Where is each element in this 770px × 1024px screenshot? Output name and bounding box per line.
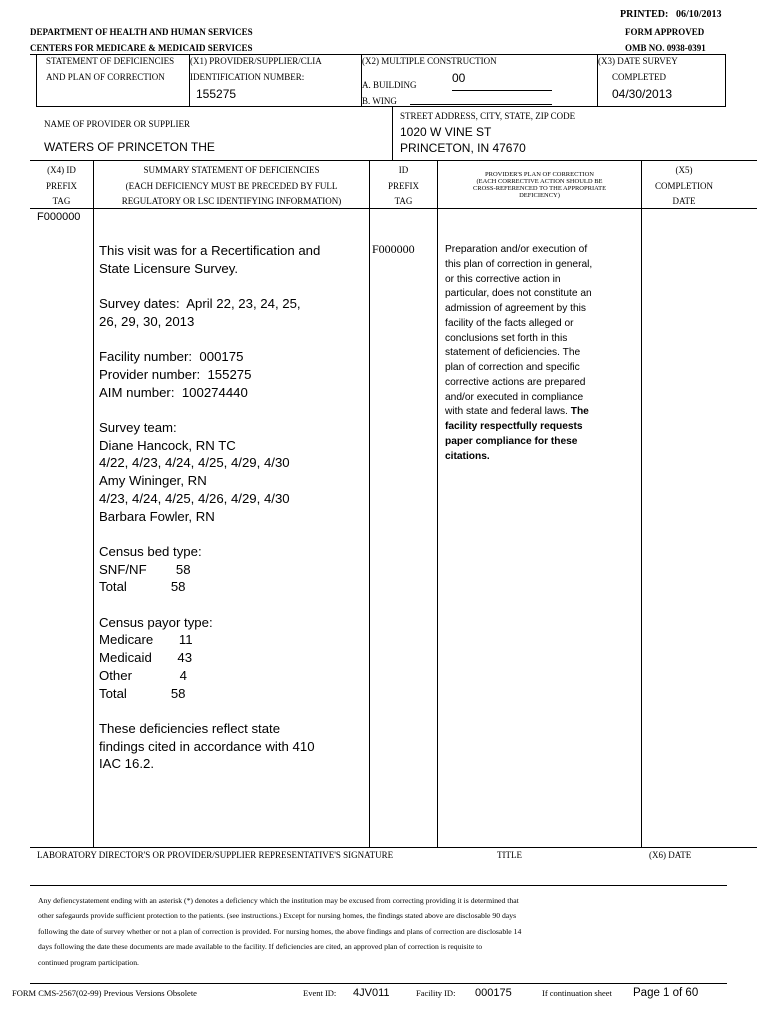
- plan-line: or this corrective action in: [445, 273, 561, 285]
- x4-header-2: PREFIX: [45, 181, 77, 191]
- x4-header-3: TAG: [52, 196, 71, 206]
- disclaimer-line: Any defiencystatement ending with an asterisk (*) denotes a deficiency which the institution may be excused from correcting providing it is determined that: [38, 896, 519, 905]
- summary-line: 4/23, 4/24, 4/25, 4/26, 4/29, 4/30: [99, 490, 290, 506]
- summary-line: Survey dates: April 22, 23, 24, 25,: [99, 296, 301, 312]
- x1-label-1: (X1) PROVIDER/SUPPLIER/CLIA: [190, 56, 322, 66]
- x5-header-1: (X5): [675, 165, 693, 175]
- x6-date-label: (X6) DATE: [649, 850, 692, 860]
- summary-line: [99, 401, 367, 419]
- x1-label-2: IDENTIFICATION NUMBER:: [190, 72, 305, 82]
- summary-line: AIM number: 100274440: [99, 384, 248, 400]
- printed-label: PRINTED:: [620, 9, 669, 20]
- form-number: FORM CMS-2567(02-99) Previous Versions Obsolete: [12, 988, 197, 998]
- left-tag: F000000: [37, 211, 81, 223]
- address-line-2: PRINCETON, IN 47670: [400, 141, 526, 155]
- summary-line: Other 4: [99, 667, 187, 683]
- plan-header-1: PROVIDER'S PLAN OF CORRECTION: [485, 171, 594, 178]
- plan-header-2: (EACH CORRECTIVE ACTION SHOULD BE: [476, 178, 603, 185]
- form-approved: FORM APPROVED: [625, 27, 705, 37]
- address-line-1: 1020 W VINE ST: [400, 125, 492, 139]
- summary-line: Provider number: 155275: [99, 366, 252, 382]
- right-tag: F000000: [372, 242, 415, 256]
- x5-header-3: DATE: [672, 196, 696, 206]
- plan-bold-line: citations.: [445, 450, 490, 462]
- omb-number: OMB NO. 0938-0391: [625, 43, 706, 53]
- summary-header-1: SUMMARY STATEMENT OF DEFICIENCIES: [143, 165, 320, 175]
- summary-line: Survey team:: [99, 420, 177, 436]
- event-id-value: 4JV011: [353, 987, 390, 999]
- summary-line: 26, 29, 30, 2013: [99, 313, 195, 329]
- summary-line: These deficiencies reflect state: [99, 720, 281, 736]
- plan-header-3: CROSS-REFERENCED TO THE APPROPRIATE: [472, 185, 607, 192]
- provider-name-value: WATERS OF PRINCETON THE: [44, 140, 215, 154]
- summary-line: Census payor type:: [99, 614, 213, 630]
- summary-line: IAC 16.2.: [99, 756, 154, 772]
- summary-line: findings cited in accordance with 410: [99, 738, 315, 754]
- page-number: Page 1 of 60: [633, 987, 699, 999]
- summary-line: Census bed type:: [99, 543, 202, 559]
- x3-label-1: (X3) DATE SURVEY: [598, 56, 678, 66]
- title-label: TITLE: [497, 850, 522, 860]
- continuation-label: If continuation sheet: [542, 988, 612, 998]
- x4-header-1: (X4) ID: [47, 165, 76, 175]
- plan-text: [445, 243, 639, 464]
- plan-line: admission of agreement by this: [445, 303, 586, 314]
- dept-title: DEPARTMENT OF HEALTH AND HUMAN SERVICES: [30, 27, 253, 37]
- survey-date-value: 04/30/2013: [612, 87, 673, 101]
- summary-line: Facility number: 000175: [99, 349, 244, 365]
- address-label: STREET ADDRESS, CITY, STATE, ZIP CODE: [400, 111, 576, 121]
- summary-line: Amy Wininger, RN: [99, 473, 207, 489]
- plan-line: and/or executed in compliance: [445, 391, 584, 403]
- id-header-2: PREFIX: [387, 181, 419, 191]
- summary-statement: [99, 242, 367, 773]
- x2-label: (X2) MULTIPLE CONSTRUCTION: [362, 56, 497, 66]
- disclaimer: [38, 893, 726, 970]
- plan-line: facility of the facts alleged or: [445, 317, 574, 329]
- plan-bold-line: paper compliance for these: [445, 435, 578, 447]
- summary-line: This visit was for a Recertification and: [99, 243, 321, 258]
- statement-label-2: AND PLAN OF CORRECTION: [46, 72, 165, 82]
- facility-id-value: 000175: [475, 987, 512, 999]
- summary-line: Total 58: [99, 579, 186, 595]
- plan-of-correction: [445, 243, 639, 464]
- disclaimer-line: following the date of survey whether or not a plan of correction is provided. For nursing homes, the above findings and plans of correction are disclosable 14: [38, 926, 522, 936]
- plan-line: conclusions set forth in this: [445, 332, 568, 344]
- plan-line: particular, does not constitute an: [445, 288, 592, 300]
- summary-line: [99, 331, 367, 349]
- summary-line: Diane Hancock, RN TC: [99, 437, 236, 453]
- summary-header-3: REGULATORY OR LSC IDENTIFYING INFORMATION): [121, 196, 342, 206]
- summary-line: [99, 525, 367, 543]
- centers-title: CENTERS FOR MEDICARE & MEDICAID SERVICES: [30, 43, 253, 53]
- x5-header-2: COMPLETION: [655, 181, 713, 191]
- wing-label: B. WING: [362, 96, 397, 106]
- plan-line: corrective actions are prepared: [445, 376, 586, 388]
- printed-date: 06/10/2013: [676, 9, 722, 20]
- summary-header-2: (EACH DEFICIENCY MUST BE PRECEDED BY FULL: [125, 181, 338, 191]
- signature-label: LABORATORY DIRECTOR'S OR PROVIDER/SUPPLIER REPRESENTATIVE'S SIGNATURE: [37, 850, 394, 860]
- plan-bold-line: facility respectfully requests: [445, 421, 583, 432]
- summary-line: Total 58: [99, 685, 186, 701]
- summary-line: [99, 702, 367, 720]
- plan-line: plan of correction and specific: [445, 362, 580, 373]
- provider-id-value: 155275: [196, 87, 237, 101]
- plan-line: with state and federal laws. The: [445, 406, 589, 418]
- plan-line: statement of deficiencies. The: [445, 347, 581, 359]
- summary-line: State Licensure Survey.: [99, 260, 239, 276]
- summary-line: [99, 277, 367, 295]
- disclaimer-line: other safegaurds provide sufficient protection to the patients. (see instructions.) Except for nursing homes, the findings stated above are disclosable 90 days: [38, 911, 517, 921]
- plan-header: [438, 171, 641, 199]
- plan-line: Preparation and/or execution of: [445, 244, 588, 255]
- id-header-1: ID: [398, 165, 409, 175]
- summary-line: Medicaid 43: [99, 650, 193, 666]
- summary-line: Medicare 11: [99, 632, 193, 648]
- x3-label-2: COMPLETED: [612, 72, 666, 82]
- plan-line: this plan of correction in general,: [445, 258, 593, 270]
- summary-line: SNF/NF 58: [99, 561, 191, 577]
- disclaimer-line: continued program participation.: [38, 957, 139, 967]
- provider-name-label: NAME OF PROVIDER OR SUPPLIER: [44, 119, 191, 129]
- id-header-3: TAG: [394, 196, 413, 206]
- facility-id-label: Facility ID:: [416, 988, 456, 998]
- plan-bold-tail: The: [570, 406, 589, 418]
- statement-label-1: STATEMENT OF DEFICIENCIES: [46, 56, 175, 66]
- building-value: 00: [452, 71, 466, 85]
- summary-line: [99, 596, 367, 614]
- plan-header-4: DEFICIENCY): [519, 192, 560, 199]
- summary-line: Barbara Fowler, RN: [99, 508, 215, 524]
- summary-line: 4/22, 4/23, 4/24, 4/25, 4/29, 4/30: [99, 455, 290, 471]
- event-id-label: Event ID:: [303, 988, 337, 998]
- disclaimer-line: days following the date these documents are made available to the facility. If deficiencies are cited, an approved plan of correction is requisite to: [38, 942, 483, 952]
- building-label: A. BUILDING: [362, 80, 417, 90]
